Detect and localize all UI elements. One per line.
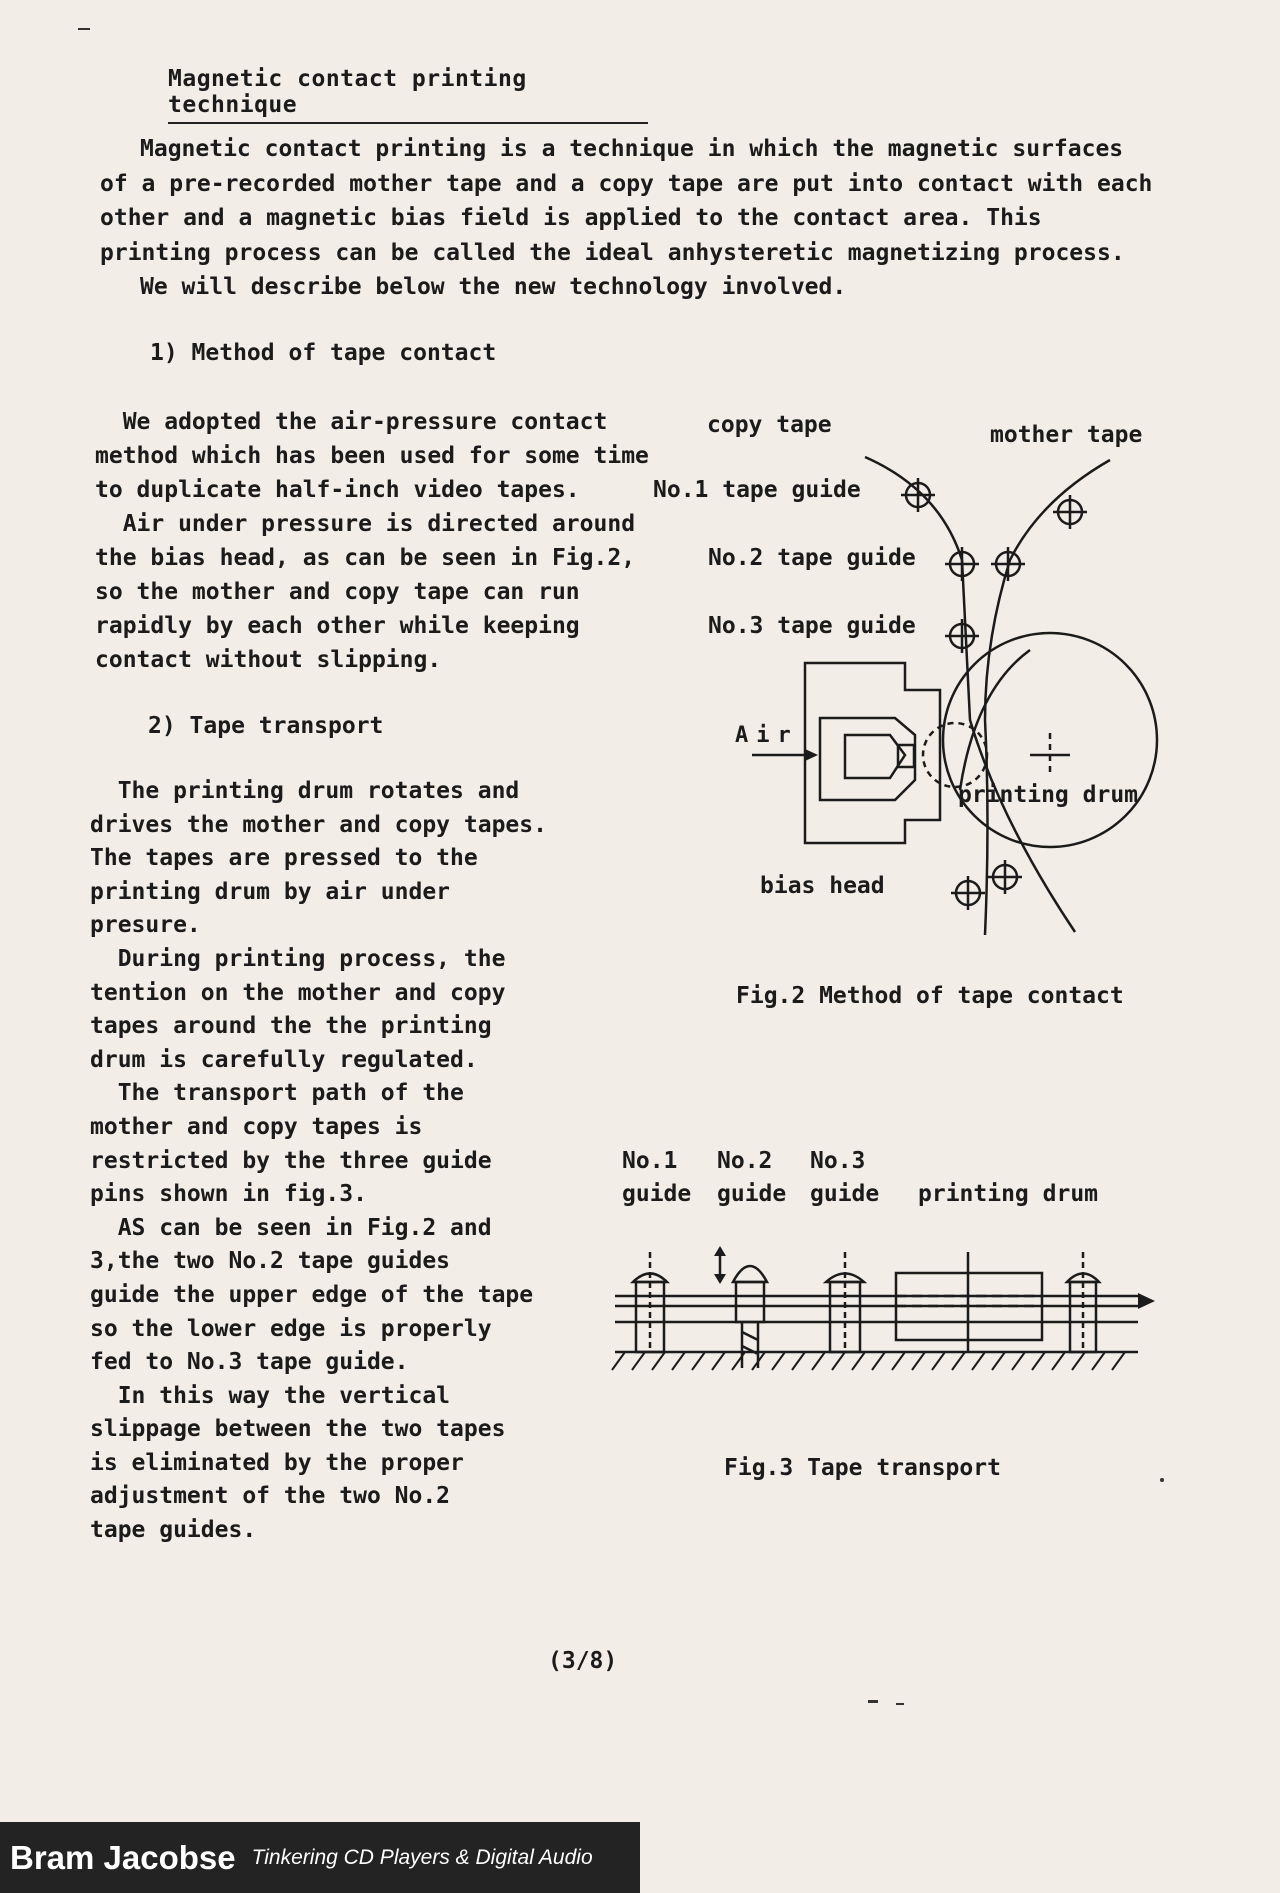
bias-field-circle [923,723,987,787]
fig2-caption: Fig.2 Method of tape contact [736,983,1124,1009]
no2-guide-mother-pin [991,547,1025,581]
label-no2-tape-guide: No.2 tape guide [708,545,916,571]
copy-tape-line [865,457,1075,932]
label-no1: No.1 [622,1148,678,1174]
exit-guide-pin-right [988,860,1022,894]
label-air: Air [735,723,799,748]
banner-name: Bram Jacobse [10,1838,236,1876]
label-mother-tape: mother tape [990,422,1143,448]
no2-guide-copy-pin [945,547,979,581]
bias-head-core [845,735,905,778]
label-no3-tape-guide: No.3 tape guide [708,613,916,639]
adjust-arrow-down [714,1274,726,1284]
no1-guide-mother-pin [1053,495,1087,529]
label-no1-tape-guide: No.1 tape guide [653,477,861,503]
section-2-body: The printing drum rotates and drives the mother and copy tapes. The tapes are pressed to the printing drum by air under presure. During printing process, the tention on the mother and copy tapes around the the printing drum is carefully regulated. The transport path of the mother and copy tapes is restricted by the three guide pins shown in fig.3. AS can be seen in Fig.2 and 3,the two No.2 tape guides guide the upper edge of the tape so the lower edge is properly fed to No.3 tape guide. In this way the vertical slippage between the two tapes is eliminated by the proper adjustment of the two No.2 tape guides. [90,778,547,1544]
fig2-diagram [640,400,1200,960]
label-guide-3: guide [810,1181,880,1207]
drum-center-mark [1030,733,1070,775]
air-arrow-head [805,749,818,761]
tape-direction-arrow [1138,1293,1155,1309]
smudge-mark [868,1700,878,1703]
section-1-heading: 1) Method of tape contact [150,340,497,366]
no2-guide-pin-side [720,1248,767,1368]
label-guide-1: guide [622,1181,692,1207]
label-fig3-printing-drum: printing drum [918,1181,1099,1207]
watermark-banner [0,1822,640,1893]
no1-guide-copy-pin [901,478,935,512]
adjust-arrow-up [714,1246,726,1256]
corner-mark [78,28,90,30]
exit-guide-pin-side [1067,1252,1099,1352]
label-no2: No.2 [717,1148,773,1174]
intro-paragraph-1: Magnetic contact printing is a technique in which the magnetic surfaces of a pre-recorded mother tape and a copy tape are put into contact with each other and a magnetic bias field is applied to the contact area. This printing process can be called the ideal anhysteretic magnetizing process. [100,136,1153,266]
label-copy-tape: copy tape [707,412,832,438]
section-1-body: We adopted the air-pressure contact method which has been used for some time to duplicate half-inch video tapes. Air under pressure is directed around the bias head, as can be seen in Fig.2, so the mother and copy tape can run rapidly by each other while keeping contact without slipping. [95,409,649,673]
fig3-caption: Fig.3 Tape transport [724,1455,1001,1481]
banner-tagline: Tinkering CD Players & Digital Audio [251,1845,593,1869]
base-hatching [612,1352,1125,1370]
label-guide-2: guide [717,1181,787,1207]
label-printing-drum: printing drum [958,782,1139,808]
dot-mark [1160,1478,1164,1482]
page-title: Magnetic contact printing technique [168,66,648,124]
page-number: (3/8) [548,1648,618,1674]
printing-drum-side [896,1252,1042,1352]
no1-guide-pin-side [633,1252,667,1352]
bias-head-inner [820,718,915,800]
intro-paragraph-2: We will describe below the new technology involved. [140,274,847,300]
label-bias-head: bias head [760,873,885,899]
fig3-diagram [600,1130,1160,1400]
smudge-mark-2 [896,1703,904,1705]
label-no3: No.3 [810,1148,866,1174]
exit-guide-pin-left [951,876,985,910]
no3-guide-pin-side [826,1252,864,1352]
intro-text [100,132,1160,305]
section-2-heading: 2) Tape transport [148,713,384,739]
no3-guide-pin [945,619,979,653]
bias-head-housing [805,663,940,843]
